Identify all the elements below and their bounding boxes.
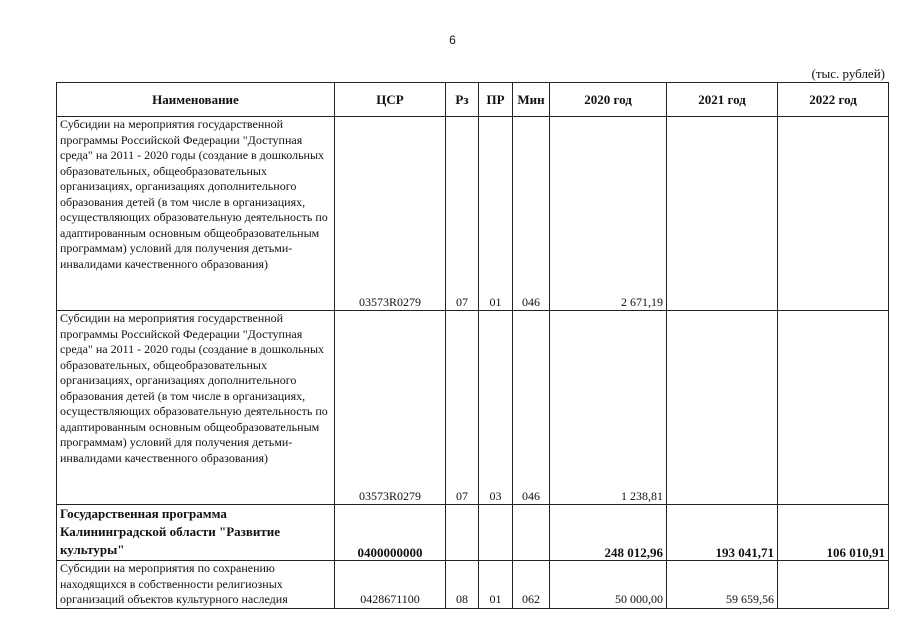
header-2022: 2022 год <box>778 83 889 117</box>
cell-2021 <box>667 117 778 311</box>
header-csr: ЦСР <box>335 83 446 117</box>
header-2021: 2021 год <box>667 83 778 117</box>
cell-2021: 193 041,71 <box>667 505 778 561</box>
cell-name: Государственная программа Калининградской области "Развитие культуры" <box>57 505 335 561</box>
budget-table <box>56 82 889 609</box>
table-row <box>57 311 889 505</box>
table-row <box>57 561 889 609</box>
cell-2020: 1 238,81 <box>550 311 667 505</box>
cell-rz: 08 <box>446 561 479 609</box>
cell-2021: 59 659,56 <box>667 561 778 609</box>
cell-pr: 01 <box>479 561 513 609</box>
table-row <box>57 117 889 311</box>
cell-2022: 106 010,91 <box>778 505 889 561</box>
page-number: 6 <box>449 33 456 47</box>
cell-pr: 01 <box>479 117 513 311</box>
header-pr: ПР <box>479 83 513 117</box>
header-rz: Рз <box>446 83 479 117</box>
header-name: Наименование <box>57 83 335 117</box>
cell-csr: 03573R0279 <box>335 311 446 505</box>
cell-name: Субсидии на мероприятия по сохранению находящихся в собственности религиозных организаций объектов культурного наследия <box>57 561 335 609</box>
header-min: Мин <box>513 83 550 117</box>
cell-2022 <box>778 561 889 609</box>
cell-name: Субсидии на мероприятия государственной программы Российской Федерации "Доступная среда" на 2011 - 2020 годы (создание в дошкольных образовательных, общеобразовательных организациях, организациях дополнительного образования детей (в том числе в организациях, осуществляющих образовательную деятельность по адаптированным основным общеобразовательным программам) условий для получения детьми-инвалидами качественного образования) <box>57 117 335 311</box>
cell-2020: 248 012,96 <box>550 505 667 561</box>
table-header-row <box>57 83 889 117</box>
cell-rz <box>446 505 479 561</box>
cell-2022 <box>778 117 889 311</box>
cell-min <box>513 505 550 561</box>
cell-2020: 2 671,19 <box>550 117 667 311</box>
header-2020: 2020 год <box>550 83 667 117</box>
cell-name: Субсидии на мероприятия государственной программы Российской Федерации "Доступная среда" на 2011 - 2020 годы (создание в дошкольных образовательных, общеобразовательных организациях, организациях дополнительного образования детей (в том числе в организациях, осуществляющих образовательную деятельность по адаптированным основным общеобразовательным программам) условий для получения детьми-инвалидами качественного образования) <box>57 311 335 505</box>
cell-rz: 07 <box>446 311 479 505</box>
cell-min: 046 <box>513 117 550 311</box>
cell-csr: 0400000000 <box>335 505 446 561</box>
cell-csr: 0428671100 <box>335 561 446 609</box>
cell-2020: 50 000,00 <box>550 561 667 609</box>
cell-min: 062 <box>513 561 550 609</box>
cell-min: 046 <box>513 311 550 505</box>
cell-pr: 03 <box>479 311 513 505</box>
table-row <box>57 505 889 561</box>
units-label: (тыс. рублей) <box>811 66 885 81</box>
cell-pr <box>479 505 513 561</box>
cell-2022 <box>778 311 889 505</box>
cell-csr: 03573R0279 <box>335 117 446 311</box>
cell-rz: 07 <box>446 117 479 311</box>
cell-2021 <box>667 311 778 505</box>
